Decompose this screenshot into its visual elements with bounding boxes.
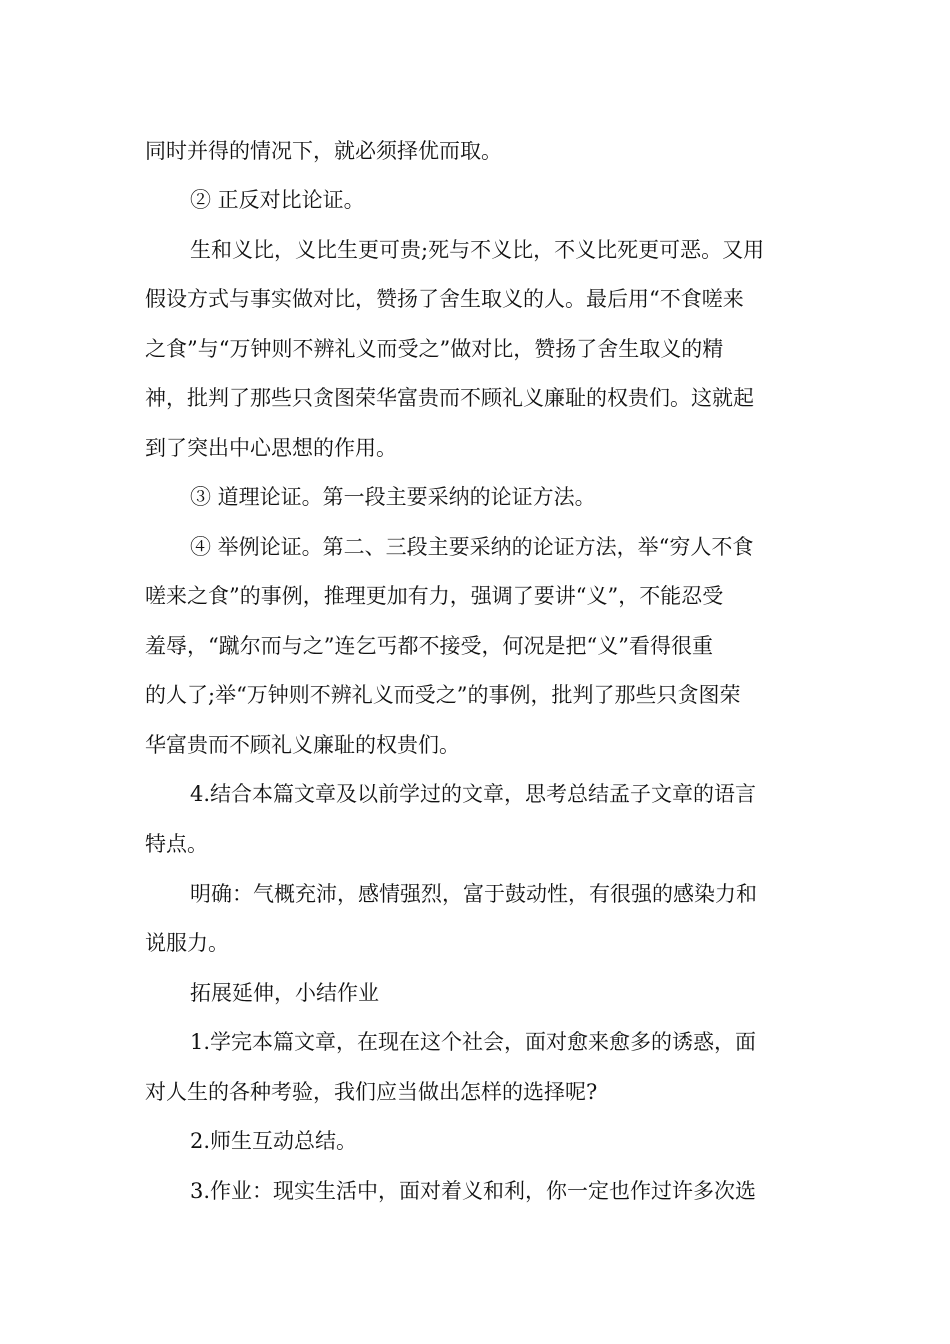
text-line-13: 华富贵而不顾礼义廉耻的权贵们。 [145, 733, 460, 757]
text-line-14: 4.结合本篇文章及以前学过的文章，思考总结孟子文章的语言 [190, 782, 757, 806]
text-line-12: 的人了;举“万钟则不辨礼义而受之”的事例，批判了那些只贪图荣 [145, 683, 741, 707]
text-line-19: 1.学完本篇文章，在现在这个社会，面对愈来愈多的诱惑，面 [190, 1030, 757, 1054]
text-line-18: 拓展延伸，小结作业 [190, 981, 379, 1005]
text-line-8: ③ 道理论证。第一段主要采纳的论证方法。 [190, 485, 596, 509]
text-line-4: 假设方式与事实做对比，赞扬了舍生取义的人。最后用“不食嗟来 [145, 287, 744, 311]
text-line-1: 同时并得的情况下，就必须择优而取。 [145, 139, 502, 163]
text-line-16: 明确：气概充沛，感情强烈，富于鼓动性，有很强的感染力和 [190, 882, 757, 906]
text-line-15: 特点。 [145, 832, 208, 856]
text-line-9: ④ 举例论证。第二、三段主要采纳的论证方法，举“穷人不食 [190, 535, 754, 559]
text-line-6: 神，批判了那些只贪图荣华富贵而不顾礼义廉耻的权贵们。这就起 [145, 386, 754, 410]
text-line-2: ② 正反对比论证。 [190, 188, 365, 212]
text-line-20: 对人生的各种考验，我们应当做出怎样的选择呢? [145, 1080, 598, 1104]
text-line-10: 嗟来之食”的事例，推理更加有力，强调了要讲“义”，不能忍受 [145, 584, 724, 608]
text-line-22: 3.作业：现实生活中，面对着义和利，你一定也作过许多次选 [190, 1179, 757, 1203]
text-line-21: 2.师生互动总结。 [190, 1129, 358, 1153]
text-line-5: 之食”与“万钟则不辨礼义而受之”做对比，赞扬了舍生取义的精 [145, 337, 724, 361]
text-line-11: 羞辱，“蹴尔而与之”连乞丐都不接受，何况是把“义”看得很重 [145, 634, 713, 658]
text-line-17: 说服力。 [145, 931, 229, 955]
text-line-3: 生和义比，义比生更可贵;死与不义比，不义比死更可恶。又用 [190, 238, 765, 262]
text-line-7: 到了突出中心思想的作用。 [145, 436, 397, 460]
